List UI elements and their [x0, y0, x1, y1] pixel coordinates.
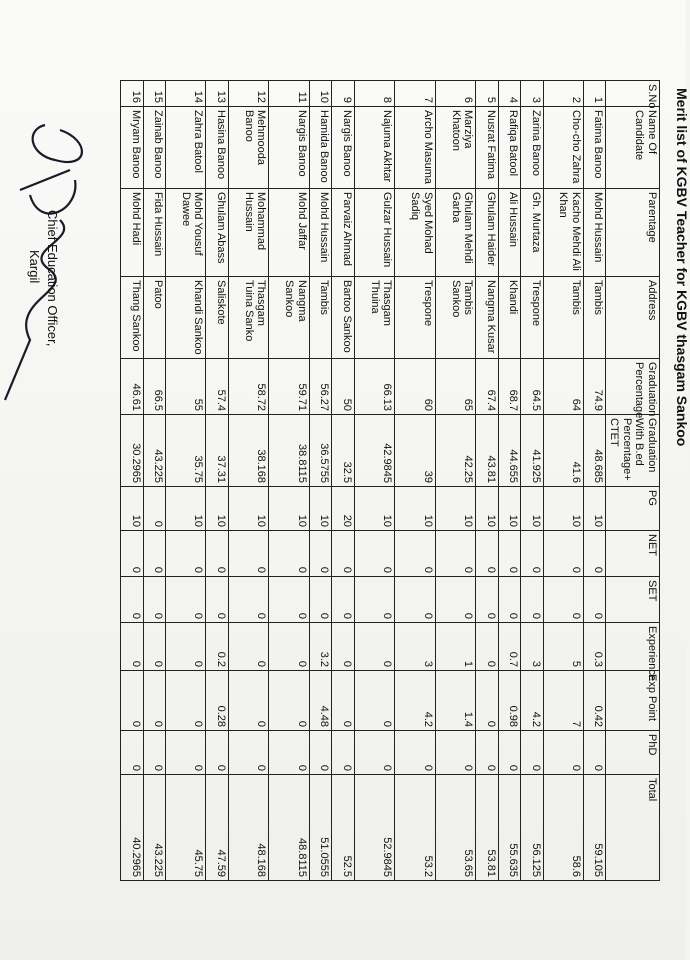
table-cell: 0	[476, 623, 498, 671]
table-cell: 0	[206, 731, 228, 775]
table-cell: 0	[121, 623, 144, 671]
table-cell: 48.168	[228, 775, 269, 881]
table-row	[165, 81, 206, 881]
table-cell: 0	[395, 531, 436, 577]
table-cell: 0	[165, 577, 206, 623]
table-cell: 43.81	[476, 415, 498, 487]
table-cell: 0	[584, 731, 606, 775]
table-cell: 53.81	[476, 775, 498, 881]
table-cell: 0	[354, 731, 395, 775]
table-cell: 0	[228, 671, 269, 731]
table-cell: 64.5	[521, 359, 543, 415]
table-cell: 0	[543, 531, 584, 577]
table-cell: Nangma Kusar	[476, 277, 498, 359]
table-cell: 4.2	[521, 671, 543, 731]
table-cell: 0	[143, 487, 165, 531]
table-cell: 0	[332, 731, 354, 775]
table-cell: 0	[543, 577, 584, 623]
table-cell: 0.42	[584, 671, 606, 731]
table-cell: 58.6	[543, 775, 584, 881]
table-cell: 10	[165, 487, 206, 531]
table-cell: 52.9845	[354, 775, 395, 881]
table-cell: Nargis Banoo	[269, 107, 310, 189]
table-row	[498, 81, 520, 881]
table-cell: 41.925	[521, 415, 543, 487]
table-cell: Najuma Akhtar	[354, 107, 395, 189]
table-cell: 66.13	[354, 359, 395, 415]
table-cell: 0	[476, 577, 498, 623]
table-cell: 59.105	[584, 775, 606, 881]
table-cell: 10	[521, 487, 543, 531]
table-cell: 68.7	[498, 359, 520, 415]
column-header: S.No	[606, 81, 660, 107]
column-header: Exp Point	[606, 671, 660, 731]
table-cell: 43.225	[143, 415, 165, 487]
table-cell: 10	[476, 487, 498, 531]
table-cell: 0	[121, 671, 144, 731]
table-cell: Mryam Banoo	[121, 107, 144, 189]
table-row	[269, 81, 310, 881]
table-cell: 0	[206, 531, 228, 577]
table-cell: 4	[498, 81, 520, 107]
table-cell: 15	[143, 81, 165, 107]
table-cell: 0.2	[206, 623, 228, 671]
table-cell: 0	[228, 731, 269, 775]
table-cell: 0	[228, 577, 269, 623]
table-cell: 16	[121, 81, 144, 107]
table-cell: Tambis	[543, 277, 584, 359]
signature-block	[0, 100, 100, 460]
table-cell: 51.0555	[309, 775, 331, 881]
table-cell: 0	[143, 577, 165, 623]
table-cell: Archo Masuma	[395, 107, 436, 189]
table-cell: 10	[206, 487, 228, 531]
table-cell: 53.2	[395, 775, 436, 881]
table-cell: Ghulam Mehdi Garba	[435, 189, 476, 277]
column-header: Name Of Candidate	[606, 107, 660, 189]
table-cell: 0.98	[498, 671, 520, 731]
table-cell: 10	[498, 487, 520, 531]
table-cell: Zarina Banoo	[521, 107, 543, 189]
table-cell: 40.2965	[121, 775, 144, 881]
table-cell: 0	[476, 671, 498, 731]
table-cell: 10	[543, 487, 584, 531]
table-cell: 0	[165, 731, 206, 775]
table-cell: 0	[435, 531, 476, 577]
table-cell: Hasina Banoo	[206, 107, 228, 189]
table-cell: 0	[309, 731, 331, 775]
table-cell: 10	[435, 487, 476, 531]
table-cell: 0	[269, 731, 310, 775]
table-cell: Thasgam Tuina Sanko	[228, 277, 269, 359]
table-cell: 1.4	[435, 671, 476, 731]
table-cell: 7	[543, 671, 584, 731]
table-cell: Kacho Mehdi Ali Khan	[543, 189, 584, 277]
table-cell: Patoo	[143, 277, 165, 359]
table-cell: Zainab Banoo	[143, 107, 165, 189]
table-cell: 10	[584, 487, 606, 531]
table-cell: 6	[435, 81, 476, 107]
table-row	[228, 81, 269, 881]
column-header: Experience	[606, 623, 660, 671]
table-cell: 0	[543, 731, 584, 775]
table-cell: Ali Hussain	[498, 189, 520, 277]
table-cell: 56.125	[521, 775, 543, 881]
table-cell: Parvaiz Ahmad	[332, 189, 354, 277]
table-cell: 0	[332, 577, 354, 623]
table-cell: 0	[143, 671, 165, 731]
table-cell: 20	[332, 487, 354, 531]
table-cell: 0	[143, 623, 165, 671]
table-cell: 0	[269, 531, 310, 577]
table-cell: 0	[584, 577, 606, 623]
table-cell: 0	[395, 577, 436, 623]
table-cell: Cho-cho Zahra	[543, 107, 584, 189]
signature-title: Chief Education Officer,	[45, 210, 60, 347]
table-cell: Hamida Banoo	[309, 107, 331, 189]
table-cell: 0	[332, 531, 354, 577]
table-cell: 0	[521, 531, 543, 577]
table-cell: Trespone	[521, 277, 543, 359]
table-cell: 9	[332, 81, 354, 107]
table-cell: 35.75	[165, 415, 206, 487]
table-row	[121, 81, 144, 881]
table-cell: 5	[543, 623, 584, 671]
column-header: Graduation Percentage	[606, 359, 660, 415]
table-cell: 32.5	[332, 415, 354, 487]
table-cell: Ghulam Abass	[206, 189, 228, 277]
table-row	[309, 81, 331, 881]
table-cell: Fatima Banoo	[584, 107, 606, 189]
table-cell: 56.27	[309, 359, 331, 415]
table-cell: 0	[521, 577, 543, 623]
table-cell: Marziya Khatoon	[435, 107, 476, 189]
table-cell: 0	[435, 577, 476, 623]
table-cell: 0	[498, 531, 520, 577]
table-cell: 39	[395, 415, 436, 487]
table-cell: 3	[521, 81, 543, 107]
table-cell: 0	[584, 531, 606, 577]
table-cell: Zahra Batool	[165, 107, 206, 189]
table-cell: 0	[121, 731, 144, 775]
table-body	[121, 81, 606, 881]
table-row	[395, 81, 436, 881]
table-cell: 52.5	[332, 775, 354, 881]
table-cell: 10	[121, 487, 144, 531]
column-header: Graduation With B.ed Percentage+ CTET	[606, 415, 660, 487]
document-title: Merit list of KGBV Teacher for KGBV thasgam Sankoo	[674, 88, 690, 447]
table-cell: 0	[269, 623, 310, 671]
table-cell: 0	[521, 731, 543, 775]
table-cell: 0	[165, 671, 206, 731]
table-cell: 11	[269, 81, 310, 107]
table-cell: 60	[395, 359, 436, 415]
table-cell: 74.9	[584, 359, 606, 415]
column-header: NET	[606, 531, 660, 577]
table-row	[521, 81, 543, 881]
table-cell: Gh. Murtaza	[521, 189, 543, 277]
table-cell: 2	[543, 81, 584, 107]
column-header: Total	[606, 775, 660, 881]
table-cell: 55	[165, 359, 206, 415]
table-cell: 8	[354, 81, 395, 107]
table-cell: Tambis	[584, 277, 606, 359]
table-row	[435, 81, 476, 881]
table-cell: 0	[476, 731, 498, 775]
table-row	[476, 81, 498, 881]
table-cell: 0	[395, 731, 436, 775]
table-row	[543, 81, 584, 881]
table-cell: Nangma Sankoo	[269, 277, 310, 359]
table-cell: 0.28	[206, 671, 228, 731]
table-cell: 0	[206, 577, 228, 623]
table-cell: 1	[435, 623, 476, 671]
table-cell: 36.5755	[309, 415, 331, 487]
table-cell: 4.48	[309, 671, 331, 731]
table-cell: 1	[584, 81, 606, 107]
table-cell: Ghulam Haider	[476, 189, 498, 277]
table-cell: 0	[498, 577, 520, 623]
table-cell: 58.72	[228, 359, 269, 415]
table-cell: 10	[309, 487, 331, 531]
table-cell: Nargis Banoo	[332, 107, 354, 189]
table-cell: Mehmooda Banoo	[228, 107, 269, 189]
table-cell: 3	[395, 623, 436, 671]
table-cell: 10	[354, 487, 395, 531]
table-row	[143, 81, 165, 881]
table-cell: Mohd Hussain	[309, 189, 331, 277]
column-header: PG	[606, 487, 660, 531]
table-cell: 10	[269, 487, 310, 531]
table-cell: 5	[476, 81, 498, 107]
table-cell: 38.8115	[269, 415, 310, 487]
table-cell: Gulzar Hussain	[354, 189, 395, 277]
table-cell: 13	[206, 81, 228, 107]
table-cell: Khandi	[498, 277, 520, 359]
table-row	[332, 81, 354, 881]
column-header: SET	[606, 577, 660, 623]
table-cell: Mohammad Hussain	[228, 189, 269, 277]
table-cell: 0	[498, 731, 520, 775]
table-cell: 0	[269, 671, 310, 731]
table-cell: 3.2	[309, 623, 331, 671]
table-cell: Bartoo Sankoo	[332, 277, 354, 359]
table-cell: 0	[309, 531, 331, 577]
table-cell: 0.3	[584, 623, 606, 671]
table-cell: 43.225	[143, 775, 165, 881]
table-cell: 0	[332, 623, 354, 671]
table-cell: 0	[269, 577, 310, 623]
table-cell: 0	[121, 577, 144, 623]
table-cell: 10	[228, 487, 269, 531]
table-row	[584, 81, 606, 881]
table-cell: 12	[228, 81, 269, 107]
table-cell: 42.9845	[354, 415, 395, 487]
table-cell: 57.4	[206, 359, 228, 415]
table-cell: 0	[228, 623, 269, 671]
table-cell: 0	[143, 731, 165, 775]
table-cell: 48.685	[584, 415, 606, 487]
merit-list-table	[120, 80, 660, 881]
table-cell: 67.4	[476, 359, 498, 415]
table-cell: 7	[395, 81, 436, 107]
table-cell: 41.6	[543, 415, 584, 487]
table-row	[354, 81, 395, 881]
table-cell: 14	[165, 81, 206, 107]
table-cell: 0	[143, 531, 165, 577]
rotated-document	[27, 80, 690, 880]
table-cell: 0	[165, 531, 206, 577]
table-cell: Thang Sankoo	[121, 277, 144, 359]
table-cell: 0	[354, 623, 395, 671]
table-cell: Fida Hussain	[143, 189, 165, 277]
table-cell: 53.65	[435, 775, 476, 881]
table-cell: 45.75	[165, 775, 206, 881]
table-cell: Mohd Jaffar	[269, 189, 310, 277]
table-cell: 42.25	[435, 415, 476, 487]
table-cell: 0	[354, 577, 395, 623]
table-cell: 44.655	[498, 415, 520, 487]
table-cell: 50	[332, 359, 354, 415]
table-cell: 0	[228, 531, 269, 577]
table-cell: 4.2	[395, 671, 436, 731]
table-cell: 37.31	[206, 415, 228, 487]
table-cell: Khandi Sankoo	[165, 277, 206, 359]
signature-location: Kargil	[27, 250, 42, 284]
table-cell: 10	[395, 487, 436, 531]
column-header: Address	[606, 277, 660, 359]
table-cell: Syed Mohad Sadiq	[395, 189, 436, 277]
column-header: Parentage	[606, 189, 660, 277]
table-cell: Saliskote	[206, 277, 228, 359]
table-cell: Tambis Sankoo	[435, 277, 476, 359]
table-cell: Tambis	[309, 277, 331, 359]
table-row	[206, 81, 228, 881]
table-cell: Trespone	[395, 277, 436, 359]
table-cell: Rafiqa Batool	[498, 107, 520, 189]
table-cell: 0	[476, 531, 498, 577]
table-cell: 0	[435, 731, 476, 775]
table-cell: 0	[354, 531, 395, 577]
table-cell: 47.59	[206, 775, 228, 881]
table-cell: 48.8115	[269, 775, 310, 881]
table-cell: 0	[354, 671, 395, 731]
column-header: PhD	[606, 731, 660, 775]
table-cell: 65	[435, 359, 476, 415]
table-cell: 38.168	[228, 415, 269, 487]
table-cell: 55.635	[498, 775, 520, 881]
table-cell: Mohd Hadi	[121, 189, 144, 277]
table-cell: 3	[521, 623, 543, 671]
table-cell: 0	[165, 623, 206, 671]
table-cell: 10	[309, 81, 331, 107]
table-cell: Mohd Yousuf Dawee	[165, 189, 206, 277]
table-cell: Nusrat Fatima	[476, 107, 498, 189]
table-cell: 59.71	[269, 359, 310, 415]
table-header-row	[606, 81, 660, 881]
table-cell: 66.5	[143, 359, 165, 415]
table-cell: Thasgam Thuina	[354, 277, 395, 359]
table-cell: 0	[121, 531, 144, 577]
table-cell: 0	[332, 671, 354, 731]
table-cell: 46.61	[121, 359, 144, 415]
table-cell: Mohd Hussain	[584, 189, 606, 277]
table-cell: 64	[543, 359, 584, 415]
table-cell: 0.7	[498, 623, 520, 671]
table-cell: 30.2965	[121, 415, 144, 487]
table-cell: 0	[309, 577, 331, 623]
